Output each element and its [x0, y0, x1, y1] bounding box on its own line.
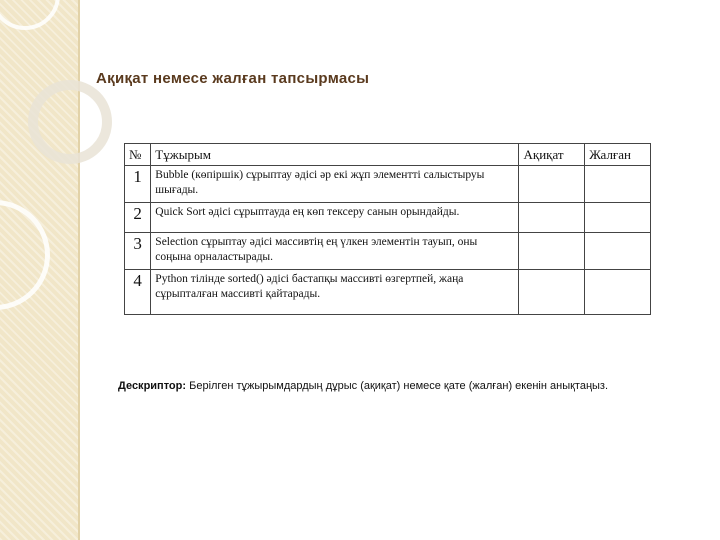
- row-number: 3: [125, 233, 151, 270]
- row-number: 2: [125, 203, 151, 233]
- header-number: №: [125, 144, 151, 166]
- false-answer-cell[interactable]: [585, 270, 651, 315]
- decorative-ring: [28, 80, 112, 164]
- table-row: [125, 270, 651, 315]
- slide-title: Ақиқат немесе жалған тапсырмасы: [96, 70, 370, 87]
- false-answer-cell[interactable]: [585, 233, 651, 270]
- descriptor-label: Дескриптор:: [118, 380, 187, 392]
- statements-table-container: [124, 143, 651, 317]
- true-answer-cell[interactable]: [519, 166, 585, 203]
- table-header-row: [125, 144, 651, 166]
- table-row: [125, 233, 651, 270]
- table-row: [125, 166, 651, 203]
- table-row: [125, 203, 651, 233]
- descriptor: [118, 380, 608, 392]
- false-answer-cell[interactable]: [585, 166, 651, 203]
- false-answer-cell[interactable]: [585, 203, 651, 233]
- row-statement: Python тілінде sorted() әдісі бастапқы массивті өзгертпей, жаңа сұрыпталған массивті қайтарады.: [151, 270, 519, 315]
- row-number: 1: [125, 166, 151, 203]
- header-statement: Тұжырым: [151, 144, 519, 166]
- descriptor-text: Берілген тұжырымдардың дұрыс (ақиқат) немесе қате (жалған) екенін анықтаңыз.: [189, 380, 609, 392]
- header-true: Ақиқат: [519, 144, 585, 166]
- true-answer-cell[interactable]: [519, 233, 585, 270]
- statements-table: [124, 143, 651, 315]
- true-answer-cell[interactable]: [519, 203, 585, 233]
- row-number: 4: [125, 270, 151, 315]
- row-statement: Selection сұрыптау әдісі массивтің ең үлкен элементін тауып, оны соңына орналастырады.: [151, 233, 519, 270]
- header-false: Жалған: [585, 144, 651, 166]
- row-statement: Bubble (көпіршік) сұрыптау әдісі әр екі жұп элементті салыстыруы шығады.: [151, 166, 519, 203]
- row-statement: Quick Sort әдісі сұрыптауда ең көп тексеру санын орындайды.: [151, 203, 519, 233]
- true-answer-cell[interactable]: [519, 270, 585, 315]
